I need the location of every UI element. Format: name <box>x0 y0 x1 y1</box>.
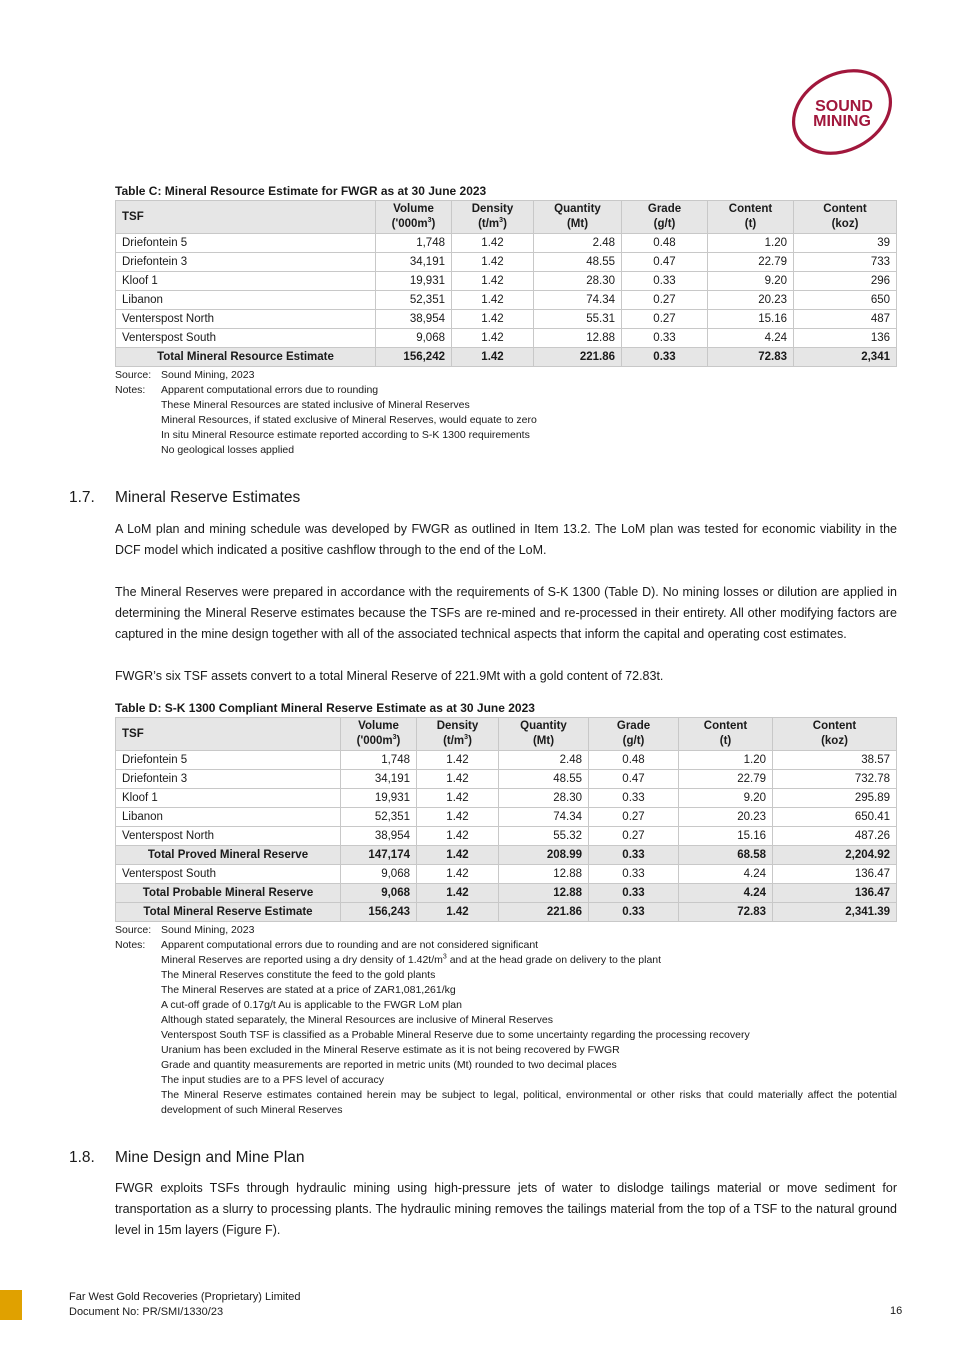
paragraph: FWGR exploits TSFs through hydraulic mining using high-pressure jets of water to dislodge tailings material or move sediment for transportation as a slurry to processing plants. The hydraulic mining removes the tailings material from the top of a TSF to the natural ground level in 15m layers (Figure F). <box>115 1181 897 1237</box>
table-d-notes: Source: Sound Mining, 2023 Notes: Apparent computational errors due to rounding and are not considered significant Mineral Reserves are reported using a dry density of $1.42t/m^3$ and at the head grade on delivery to the plant The Mineral Reserves constitute the feed to the gold plants The Mineral Reserves are stated at a price of ZAR1,081,261/kg A cut-off grade of 0.17g/t Au is applicable to the FWGR LoM plan Although stated separately, the Mineral Resources are inclusive of Mineral Reserves Venterspost South TSF is classified as a Probable Mineral Reserve due to some uncertainty regarding the processing recovery Uranium has been excluded in the Mineral Reserve estimate as it is not being recovered by FWGR Grade and quantity measurements are reported in metric units (Mt) rounded to two decimal places The input studies are to a PFS level of accuracy The Mineral Reserve estimates contained herein may be subject to legal, political, environmental or other risks that could materially affect the potential development of such Mineral Reserves <box>115 924 897 1116</box>
page-content <box>69 184 897 1241</box>
footer-company: Far West Gold Recoveries (Proprietary) Limited <box>69 1291 301 1303</box>
table-total-row: Total Proved Mineral Reserve 147,174 1.42 208.99 0.33 68.58 2,204.92 <box>116 846 897 865</box>
col-quantity: Quantity (Mt) <box>534 201 622 234</box>
table-row: Driefontein 5 1,748 1.42 2.48 0.48 1.20 38.57 <box>116 751 897 770</box>
table-total-row: Total Mineral Resource Estimate 156,242 1.42 221.86 0.33 72.83 2,341 <box>116 348 897 367</box>
col-volume: Volume $('000m^3)$ <box>376 201 452 234</box>
table-row: Driefontein 5 1,748 1.42 2.48 0.48 1.20 39 <box>116 234 897 253</box>
paragraph: A LoM plan and mining schedule was developed by FWGR as outlined in Item 13.2. The LoM plan was tested for economic viability in the DCF model which indicated a positive cashflow through to the end of the LoM. <box>115 522 897 557</box>
footer <box>69 1290 300 1320</box>
paragraph: The Mineral Reserves were prepared in accordance with the requirements of S-K 1300 (Table D). No mining losses or dilution are applied in determining the Mineral Reserve estimates because the TSFs are re-mined and re-processed in their entirety. All other modifying factors are captured in the mine design together with all of the associated technical aspects that inform the capital and operating cost estimates. <box>115 585 897 641</box>
table-c-notes: Source: Sound Mining, 2023 Notes: Apparent computational errors due to rounding These Mineral Resources are stated inclusive of Mineral Reserves Mineral Resources, if stated exclusive of Mineral Reserves, would equate to zero In situ Mineral Resource estimate reported according to S-K 1300 requirements No geological losses applied <box>115 369 537 456</box>
sound-mining-logo <box>786 68 898 156</box>
logo-text-mining: MINING <box>813 113 871 130</box>
table-c <box>115 200 897 367</box>
table-row: Venterspost South 9,068 1.42 12.88 0.33 4.24 136.47 <box>116 865 897 884</box>
table-row: Venterspost North 38,954 1.42 55.32 0.27 15.16 487.26 <box>116 827 897 846</box>
table-row: Libanon 52,351 1.42 74.34 0.27 20.23 650.41 <box>116 808 897 827</box>
table-row: Libanon 52,351 1.42 74.34 0.27 20.23 650 <box>116 291 897 310</box>
paragraph: FWGR’s six TSF assets convert to a total Mineral Reserve of 221.9Mt with a gold content of 72.83t. <box>115 669 664 683</box>
page-number: 16 <box>890 1305 903 1317</box>
table-row: Driefontein 3 34,191 1.42 48.55 0.47 22.79 733 <box>116 253 897 272</box>
table-c-caption: Table C: Mineral Resource Estimate for FWGR as at 30 June 2023 <box>115 184 487 198</box>
footer-doc-no: Document No: PR/SMI/1330/23 <box>69 1306 224 1318</box>
col-content-koz: Content (koz) <box>794 201 897 234</box>
section-heading-1-8: 1.8. Mine Design and Mine Plan <box>69 1149 305 1166</box>
table-d-header-row: TSF Volume $('000m^3)$ Density $(t/m^3)$ Quantity (Mt) Grade (g/t) Content (t) Content (koz) <box>116 718 897 751</box>
logo-text-sound: SOUND <box>815 98 873 115</box>
col-content-t: Content (t) <box>708 201 794 234</box>
footer-color-tab <box>0 1290 22 1320</box>
section-heading-1-7: 1.7. Mineral Reserve Estimates <box>69 489 301 506</box>
table-d <box>115 717 897 922</box>
col-tsf: TSF <box>116 201 376 234</box>
table-row: Kloof 1 19,931 1.42 28.30 0.33 9.20 296 <box>116 272 897 291</box>
col-grade: Grade (g/t) <box>622 201 708 234</box>
table-row: Venterspost North 38,954 1.42 55.31 0.27 15.16 487 <box>116 310 897 329</box>
table-row: Driefontein 3 34,191 1.42 48.55 0.47 22.79 732.78 <box>116 770 897 789</box>
table-d-caption: Table D: S-K 1300 Compliant Mineral Reserve Estimate as at 30 June 2023 <box>115 701 535 715</box>
col-density: Density $(t/m^3)$ <box>452 201 534 234</box>
table-total-row: Total Probable Mineral Reserve 9,068 1.42 12.88 0.33 4.24 136.47 <box>116 884 897 903</box>
table-row: Kloof 1 19,931 1.42 28.30 0.33 9.20 295.89 <box>116 789 897 808</box>
table-c-header-row <box>116 201 897 234</box>
table-row: Venterspost South 9,068 1.42 12.88 0.33 4.24 136 <box>116 329 897 348</box>
table-total-row: Total Mineral Reserve Estimate 156,243 1.42 221.86 0.33 72.83 2,341.39 <box>116 903 897 922</box>
